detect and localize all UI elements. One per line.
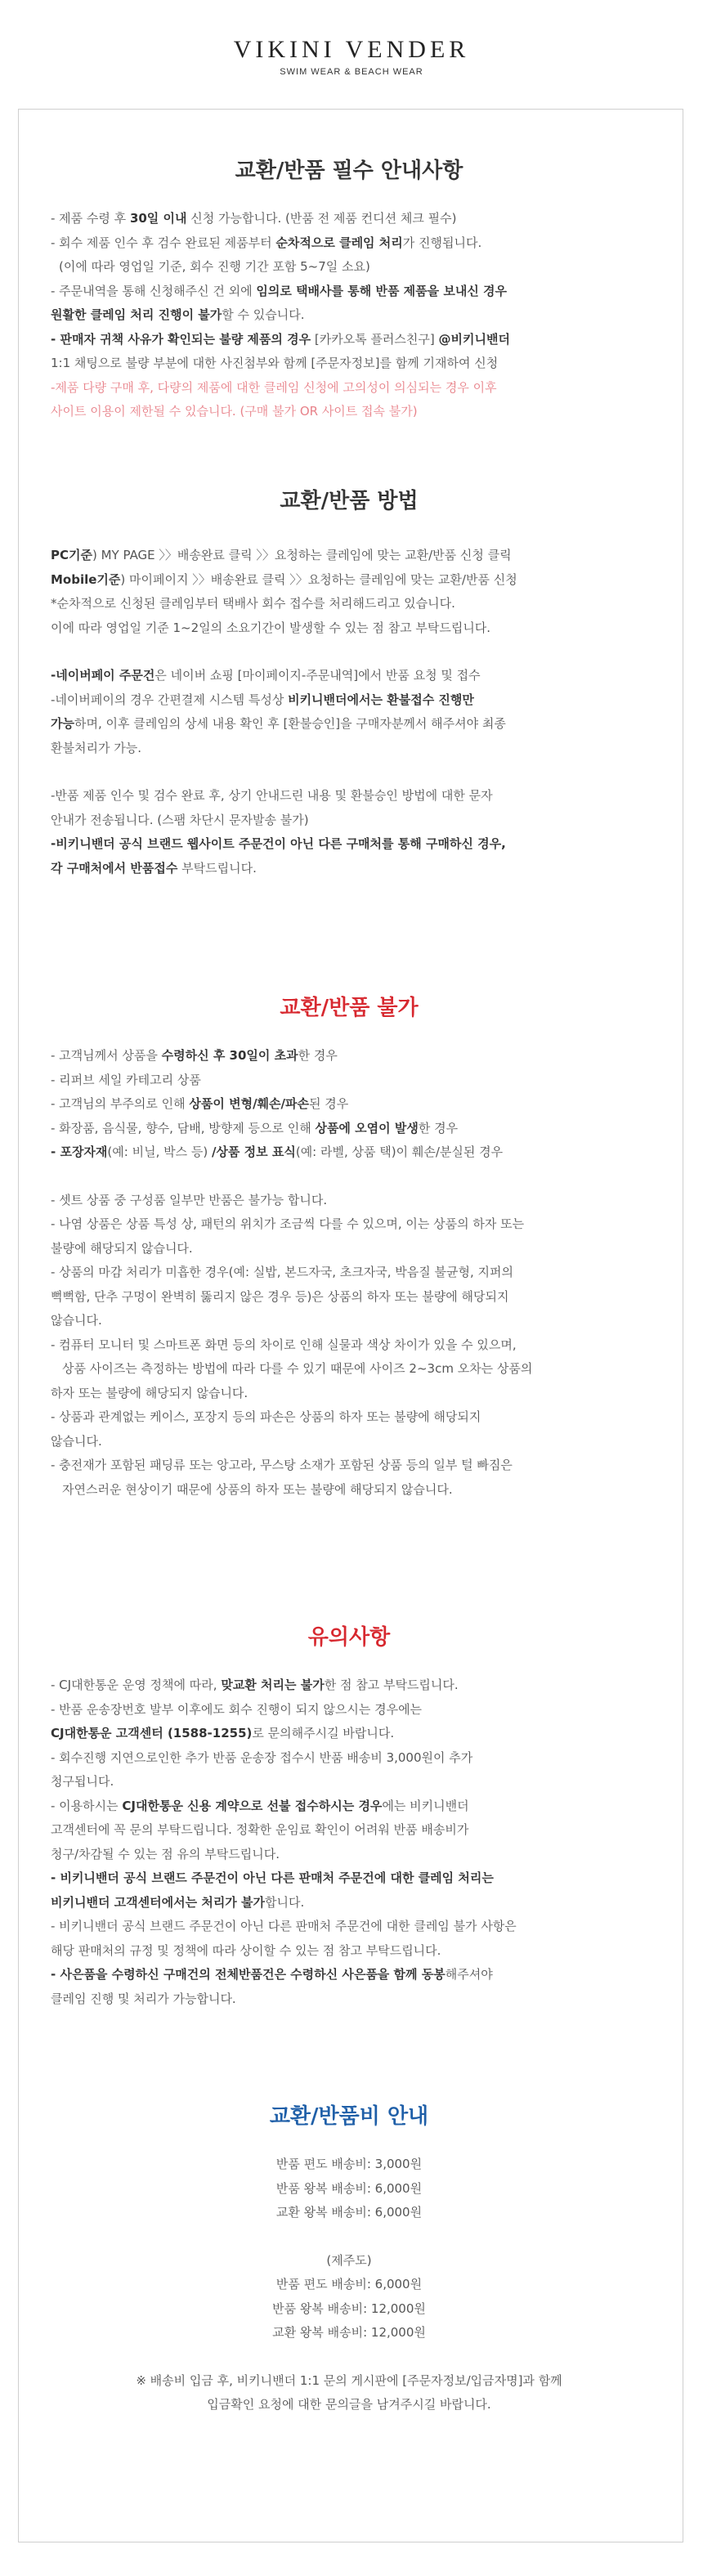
method-line: -네이버페이 주문건은 네이버 쇼핑 [마이페이지-주문내역]에서 반품 요청 및 접수 (51, 668, 481, 683)
rule-line: - 셋트 상품 중 구성품 일부만 반품은 불가능 합니다. (51, 1192, 328, 1207)
method-line: Mobile기준) 마이페이지 〉〉배송완료 클릭 〉〉요청하는 클레임에 맞는 교환/반품 신청 (51, 571, 517, 587)
method-line: 이에 따라 영업일 기준 1~2일의 소요기간이 발생할 수 있는 점 참고 부탁드립니다. (51, 620, 491, 635)
section-method (51, 484, 647, 880)
section-title: 교환/반품 불가 (280, 996, 419, 1020)
rule-line: 불량에 해당되지 않습니다. (51, 1240, 193, 1256)
rule-line: - 상품과 관계없는 케이스, 포장지 등의 파손은 상품의 하자 또는 불량에 해당되지 (51, 1409, 481, 1424)
rule-line: - 리퍼브 세일 카테고리 상품 (51, 1072, 201, 1087)
section-title: 교환/반품비 안내 (269, 2104, 429, 2129)
rule-line: - 화장품, 음식물, 향수, 담배, 방향제 등으로 인해 상품에 오염이 발생한 경우 (51, 1120, 459, 1136)
method-line: -비키니밴더 공식 브랜드 웹사이트 주문건이 아닌 다른 구매처를 통해 구매하신 경우, (51, 836, 506, 851)
caution-line: 비키니밴더 고객센터에서는 처리가 불가합니다. (51, 1894, 305, 1910)
caution-line: - 사은품을 수령하신 구매건의 전체반품건은 수령하신 사은품을 함께 동봉해주셔야 (51, 1967, 493, 1982)
rule-line: - 상품의 마감 처리가 미흡한 경우(예: 실밥, 본드자국, 초크자국, 박음질 불균형, 지퍼의 (51, 1265, 514, 1279)
jeju-label: (제주도) (326, 2252, 372, 2268)
notice-line: - 제품 수령 후 30일 이내 신청 가능합니다. (반품 전 제품 컨디션 체크 필수) (51, 211, 457, 226)
rule-line: - 포장자재(예: 비닐, 박스 등) /상품 정보 표식(예: 라벨, 상품 택)이 훼손/분실된 경우 (51, 1145, 504, 1159)
caution-line: 고객센터에 꼭 문의 부탁드립니다. 정확한 운임료 확인이 어려워 반품 배송비가 (51, 1822, 469, 1837)
fee-note: ※ 배송비 입금 후, 비키니밴더 1:1 문의 게시판에 [주문자정보/입금자명]과 함께 (136, 2372, 562, 2388)
method-line: 가능하며, 이후 클레임의 상세 내용 확인 후 [환불승인]을 구매자분께서 해주셔야 최종 (51, 716, 506, 731)
rule-line: - 고객님의 부주의로 인해 상품이 변형/훼손/파손된 경우 (51, 1096, 349, 1111)
fee-line: 반품 왕복 배송비: 12,000원 (272, 2300, 426, 2316)
method-line: 각 구매처에서 반품접수 부탁드립니다. (51, 860, 257, 876)
section-not-allowed (51, 991, 647, 1502)
method-line: 안내가 전송됩니다. (스팸 차단시 문자발송 불가) (51, 812, 309, 827)
method-line: *순차적으로 신청된 클레임부터 택배사 회수 접수를 처리해드리고 있습니다. (51, 596, 455, 611)
notice-line: - 회수 제품 인수 후 검수 완료된 제품부터 순차적으로 클레임 처리가 진행됩니다. (51, 235, 482, 250)
rule-line: 뻑뻑함, 단추 구멍이 완벽히 뚫리지 않은 경우 등)은 상품의 하자 또는 불량에 해당되지 (51, 1288, 509, 1304)
fee-line: 반품 편도 배송비: 3,000원 (275, 2157, 423, 2171)
caution-line: - 이용하시는 CJ대한통운 신용 계약으로 선불 접수하시는 경우에는 비키니밴더 (51, 1798, 469, 1813)
caution-line: - CJ대한통운 운영 정책에 따라, 맞교환 처리는 불가한 점 참고 부탁드립니다. (51, 1678, 459, 1692)
rule-line: 상품 사이즈는 측정하는 방법에 따라 다를 수 있기 때문에 사이즈 2~3cm 오차는 상품의 (62, 1361, 533, 1376)
section-title: 유의사항 (307, 1625, 391, 1650)
method-line: -네이버페이의 경우 간편결제 시스템 특성상 비키니밴더에서는 환불접수 진행만 (51, 692, 474, 707)
section-required-notice (51, 154, 647, 424)
section-title: 교환/반품 방법 (280, 489, 419, 513)
rule-line: - 고객님께서 상품을 수령하신 후 30일이 초과한 경우 (51, 1048, 338, 1063)
rule-line: 않습니다. (51, 1313, 102, 1328)
warning-line: -제품 다량 구매 후, 다량의 제품에 대한 클레임 신청에 고의성이 의심되는 경우 이후 (51, 379, 497, 395)
method-line: -반품 제품 인수 및 검수 완료 후, 상기 안내드린 내용 및 환불승인 방법에 대한 문자 (51, 788, 493, 803)
brand-tagline: SWIM WEAR & BEACH WEAR (280, 67, 423, 77)
notice-line: - 주문내역을 통해 신청해주신 건 외에 임의로 택배사를 통해 반품 제품을 보내신 경우 (51, 283, 508, 298)
notice-line: - 판매자 귀책 사유가 확인되는 불량 제품의 경우 [카카오톡 플러스친구] @비키니밴더 (51, 331, 510, 347)
caution-line: 해당 판매처의 규정 및 정책에 따라 상이할 수 있는 점 참고 부탁드립니다. (51, 1942, 441, 1958)
caution-line: - 비키니밴더 공식 브랜드 주문건이 아닌 다른 판매처 주문건에 대한 클레임 처리는 (51, 1870, 494, 1885)
method-line: PC기준) MY PAGE 〉〉배송완료 클릭 〉〉요청하는 클레임에 맞는 교환/반품 신청 클릭 (51, 548, 512, 562)
rule-line: 자연스러운 현상이기 때문에 상품의 하자 또는 불량에 해당되지 않습니다. (62, 1481, 453, 1497)
section-title: 교환/반품 필수 안내사항 (235, 159, 463, 183)
caution-line: - 반품 운송장번호 발부 이후에도 회수 진행이 되지 않으시는 경우에는 (51, 1701, 423, 1717)
method-line: 환불처리가 가능. (51, 740, 141, 755)
caution-line: 청구/차감될 수 있는 점 유의 부탁드립니다. (51, 1846, 280, 1861)
brand-logo: VIKINI VENDER (233, 36, 470, 63)
brand-header (0, 36, 703, 77)
caution-line: 클레임 진행 및 처리가 가능합니다. (51, 1991, 236, 2006)
caution-line: 청구됩니다. (51, 1774, 114, 1789)
notice-line: 원활한 클레임 처리 진행이 불가할 수 있습니다. (51, 307, 305, 322)
rule-line: 않습니다. (51, 1433, 102, 1449)
warning-line: 사이트 이용이 제한될 수 있습니다. (구매 불가 OR 사이트 접속 불가) (51, 404, 418, 419)
fee-note: 입금확인 요청에 대한 문의글을 남겨주시길 바랍니다. (207, 2397, 491, 2412)
caution-line: - 비키니밴더 공식 브랜드 주문건이 아닌 다른 판매처 주문건에 대한 클레임 불가 사항은 (51, 1919, 517, 1933)
rule-line: 하자 또는 불량에 해당되지 않습니다. (51, 1385, 249, 1400)
fee-line: 반품 편도 배송비: 6,000원 (275, 2277, 423, 2292)
rule-line: - 나염 상품은 상품 특성 상, 패턴의 위치가 조금씩 다를 수 있으며, 이는 상품의 하자 또는 (51, 1216, 525, 1231)
fee-line: 교환 왕복 배송비: 12,000원 (272, 2325, 426, 2340)
fee-line: 교환 왕복 배송비: 6,000원 (275, 2205, 423, 2220)
section-caution (51, 1620, 647, 2011)
caution-line: CJ대한통운 고객센터 (1588-1255)로 문의해주시길 바랍니다. (51, 1726, 395, 1740)
rule-line: - 컴퓨터 모니터 및 스마트폰 화면 등의 차이로 인해 실물과 색상 차이가 있을 수 있으며, (51, 1337, 517, 1352)
fee-line: 반품 왕복 배송비: 6,000원 (275, 2180, 423, 2196)
caution-line: - 회수진행 지연으로인한 추가 반품 운송장 접수시 반품 배송비 3,000원이 추가 (51, 1749, 473, 1765)
notice-line: (이에 따라 영업일 기준, 회수 진행 기간 포함 5~7일 소요) (59, 259, 370, 274)
notice-line: 1:1 채팅으로 불량 부분에 대한 사진첨부와 함께 [주문자정보]를 함께 기재하여 신청 (51, 356, 499, 370)
rule-line: - 충전재가 포함된 패딩류 또는 앙고라, 무스탕 소재가 포함된 상품 등의 일부 털 빠짐은 (51, 1458, 513, 1472)
section-fees (51, 2099, 647, 2417)
